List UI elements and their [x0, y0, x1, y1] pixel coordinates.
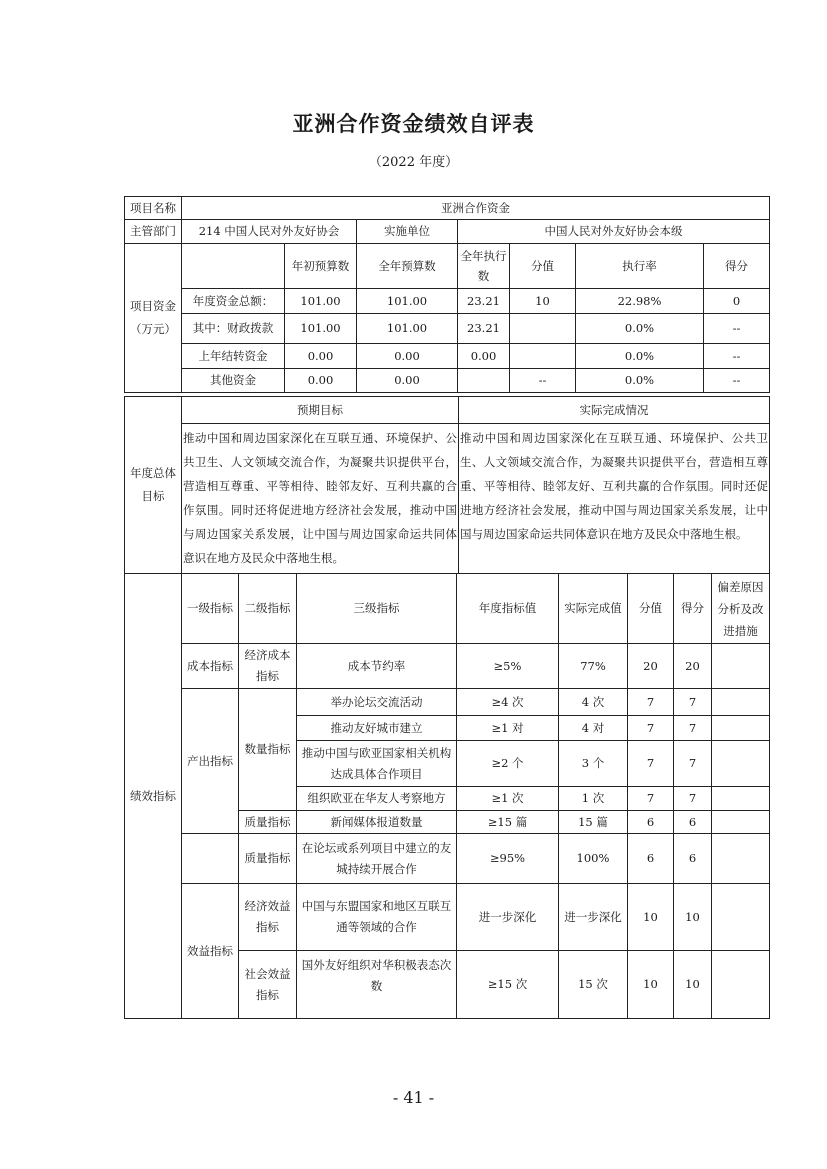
perf-actual: 进一步深化 [559, 884, 628, 951]
perf-actual: 15 篇 [559, 811, 628, 834]
funds-table [124, 196, 770, 393]
funds-header-annual: 全年预算数 [357, 244, 458, 289]
perf-benefit-level1: 效益指标 [182, 884, 239, 1019]
perf-level3: 举办论坛交流活动 [297, 689, 457, 716]
funds-row-score: -- [704, 369, 770, 393]
perf-row-output [125, 689, 770, 716]
perf-output-quality-label: 质量指标 [239, 811, 297, 834]
perf-score: 7 [674, 716, 712, 741]
perf-cost-level2: 经济成本指标 [239, 644, 297, 689]
funds-row-annual: 0.00 [357, 344, 458, 369]
perf-score: 7 [674, 689, 712, 716]
funds-row [125, 344, 770, 369]
perf-score: 10 [674, 951, 712, 1019]
perf-output-quantity-label: 数量指标 [239, 689, 297, 811]
funds-row-weight [510, 344, 576, 369]
perf-level3: 成本节约率 [297, 644, 457, 689]
perf-actual: 4 次 [559, 689, 628, 716]
funds-row-score: -- [704, 344, 770, 369]
perf-score: 6 [674, 834, 712, 884]
perf-target: ≥1 对 [457, 716, 559, 741]
perf-score: 6 [674, 811, 712, 834]
perf-deviation [712, 834, 770, 884]
goals-table [124, 396, 770, 574]
funds-row-initial: 101.00 [285, 314, 357, 344]
funds-header-initial: 年初预算数 [285, 244, 357, 289]
funds-row-initial: 0.00 [285, 344, 357, 369]
perf-level3: 推动中国与欧亚国家相关机构达成具体合作项目 [297, 741, 457, 787]
perf-extra-level1 [182, 834, 239, 884]
funds-row [125, 314, 770, 344]
funds-row-label: 其中：财政拨款 [182, 314, 285, 344]
funds-header-score: 得分 [704, 244, 770, 289]
funds-row-executed: 0.00 [458, 344, 510, 369]
perf-header-row [125, 574, 770, 644]
perf-header-weight: 分值 [628, 574, 674, 644]
perf-weight: 6 [628, 834, 674, 884]
perf-deviation [712, 787, 770, 811]
perf-weight: 10 [628, 951, 674, 1019]
funds-row-initial: 101.00 [285, 289, 357, 314]
perf-output-level1: 产出指标 [182, 689, 239, 834]
perf-level3: 中国与东盟国家和地区互联互通等领域的合作 [297, 884, 457, 951]
perf-deviation [712, 689, 770, 716]
funds-header-blank [182, 244, 285, 289]
funds-header-row [125, 244, 770, 289]
perf-weight: 6 [628, 811, 674, 834]
perf-header-level3: 三级指标 [297, 574, 457, 644]
funds-row-label: 上年结转资金 [182, 344, 285, 369]
perf-benefit-social-label: 社会效益指标 [239, 951, 297, 1019]
perf-deviation [712, 716, 770, 741]
funds-row-label: 年度资金总额： [182, 289, 285, 314]
perf-target: 进一步深化 [457, 884, 559, 951]
perf-header-target: 年度指标值 [457, 574, 559, 644]
perf-deviation [712, 644, 770, 689]
funds-row-weight: 10 [510, 289, 576, 314]
perf-header-score: 得分 [674, 574, 712, 644]
funds-row-score: -- [704, 314, 770, 344]
perf-level3: 新闻媒体报道数量 [297, 811, 457, 834]
dept-label: 主管部门 [125, 220, 182, 244]
perf-header-deviation: 偏差原因分析及改进措施 [712, 574, 770, 644]
perf-weight: 10 [628, 884, 674, 951]
funds-row-annual: 101.00 [357, 289, 458, 314]
funds-row-weight: -- [510, 369, 576, 393]
goals-actual-header: 实际完成情况 [459, 397, 770, 424]
perf-weight: 7 [628, 741, 674, 787]
perf-row-benefit-economic [125, 884, 770, 951]
perf-header-level1: 一级指标 [182, 574, 239, 644]
perf-cost-level1: 成本指标 [182, 644, 239, 689]
perf-score: 7 [674, 741, 712, 787]
perf-deviation [712, 951, 770, 1019]
funds-header-executed: 全年执行数 [458, 244, 510, 289]
page-title: 亚洲合作资金绩效自评表 [292, 112, 535, 136]
project-name-value: 亚洲合作资金 [182, 197, 770, 220]
funds-row-rate: 0.0% [576, 369, 704, 393]
perf-deviation [712, 741, 770, 787]
goals-expected-text: 推动中国和周边国家深化在互联互通、环境保护、公共卫生、人文领域交流合作，为凝聚共识提供平台，营造相互尊重、平等相待、睦邻友好、互利共赢的合作氛围。同时还将促进地方经济社会发展，推动中国与周边国家关系发展，让中国与周边国家命运共同体意识在地方及民众中落地生根。 [182, 424, 459, 574]
perf-score: 7 [674, 787, 712, 811]
perf-target: ≥1 次 [457, 787, 559, 811]
perf-header-level2: 二级指标 [239, 574, 297, 644]
project-name-label: 项目名称 [125, 197, 182, 220]
perf-weight: 7 [628, 787, 674, 811]
funds-row-score: 0 [704, 289, 770, 314]
goals-actual-text: 推动中国和周边国家深化在互联互通、环境保护、公共卫生、人文领域交流合作，为凝聚共识提供平台，营造相互尊重、平等相待、睦邻友好、互利共赢的合作氛围。同时还促进地方经济社会发展，推动中国与周边国家关系发展，让中国与周边国家命运共同体意识在地方及民众中落地生根。 [459, 424, 770, 574]
perf-actual: 4 对 [559, 716, 628, 741]
project-name-row [125, 197, 770, 220]
perf-score: 10 [674, 884, 712, 951]
perf-extra-level2: 质量指标 [239, 834, 297, 884]
perf-actual: 77% [559, 644, 628, 689]
perf-actual: 3 个 [559, 741, 628, 787]
perf-score: 20 [674, 644, 712, 689]
funds-row-label: 其他资金 [182, 369, 285, 393]
dept-value: 214 中国人民对外友好协会 [182, 220, 357, 244]
perf-target: ≥15 篇 [457, 811, 559, 834]
funds-row-executed: 23.21 [458, 314, 510, 344]
funds-row-executed [458, 369, 510, 393]
performance-table [124, 573, 770, 1019]
dept-row [125, 220, 770, 244]
perf-level3: 国外友好组织对华积极表态次数 [297, 951, 457, 1019]
perf-actual: 1 次 [559, 787, 628, 811]
impl-value: 中国人民对外友好协会本级 [458, 220, 770, 244]
funds-header-rate: 执行率 [576, 244, 704, 289]
funds-row-annual: 101.00 [357, 314, 458, 344]
perf-header-actual: 实际完成值 [559, 574, 628, 644]
perf-target: ≥95% [457, 834, 559, 884]
goals-label: 年度总体目标 [125, 397, 182, 574]
funds-row-rate: 0.0% [576, 344, 704, 369]
perf-weight: 7 [628, 716, 674, 741]
perf-level3: 组织欧亚在华友人考察地方 [297, 787, 457, 811]
perf-target: ≥15 次 [457, 951, 559, 1019]
perf-weight: 7 [628, 689, 674, 716]
funds-row [125, 369, 770, 393]
funds-row [125, 289, 770, 314]
impl-label: 实施单位 [357, 220, 458, 244]
perf-benefit-economic-label: 经济效益指标 [239, 884, 297, 951]
goals-content-row [125, 424, 770, 574]
perf-level3: 推动友好城市建立 [297, 716, 457, 741]
perf-row-extra-quality [125, 834, 770, 884]
perf-label: 绩效指标 [125, 574, 182, 1019]
funds-row-annual: 0.00 [357, 369, 458, 393]
perf-deviation [712, 884, 770, 951]
funds-row-rate: 0.0% [576, 314, 704, 344]
perf-weight: 20 [628, 644, 674, 689]
funds-row-weight [510, 314, 576, 344]
funds-row-rate: 22.98% [576, 289, 704, 314]
goals-header-row [125, 397, 770, 424]
perf-target: ≥5% [457, 644, 559, 689]
perf-target: ≥4 次 [457, 689, 559, 716]
funds-row-executed: 23.21 [458, 289, 510, 314]
perf-target: ≥2 个 [457, 741, 559, 787]
perf-actual: 15 次 [559, 951, 628, 1019]
perf-row-cost [125, 644, 770, 689]
funds-row-initial: 0.00 [285, 369, 357, 393]
perf-actual: 100% [559, 834, 628, 884]
goals-expected-header: 预期目标 [182, 397, 459, 424]
perf-deviation [712, 811, 770, 834]
year-subtitle: （2022 年度） [368, 155, 459, 170]
funds-header-weight: 分值 [510, 244, 576, 289]
page-number: - 41 - [392, 1088, 435, 1107]
perf-level3: 在论坛或系列项目中建立的友城持续开展合作 [297, 834, 457, 884]
funds-label: 项目资金（万元） [125, 244, 182, 393]
